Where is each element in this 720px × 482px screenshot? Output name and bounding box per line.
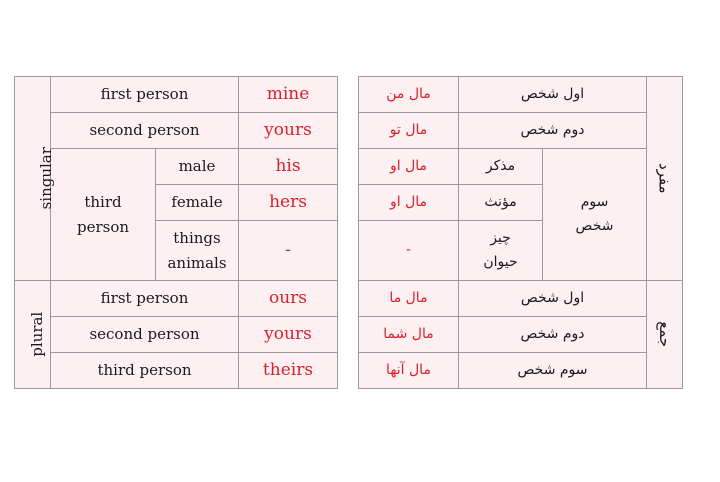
pronoun-hers: hers bbox=[239, 185, 338, 221]
female-label: female bbox=[156, 185, 239, 221]
second-person-plural-label: second person bbox=[51, 317, 239, 353]
fa-female-label: مؤنث bbox=[459, 185, 543, 221]
pronoun-mine: mine bbox=[239, 77, 338, 113]
fa-third-person-plural-label: سوم شخص bbox=[459, 353, 647, 389]
second-person-label: second person bbox=[51, 113, 239, 149]
plural-label: plural bbox=[28, 312, 47, 357]
first-person-plural-label: first person bbox=[51, 281, 239, 317]
pronoun-theirs: theirs bbox=[239, 353, 338, 389]
english-pronoun-table bbox=[14, 76, 338, 389]
pronoun-dash: - bbox=[239, 221, 338, 281]
fa-singular-label: مفرد bbox=[655, 163, 674, 194]
singular-label-cell bbox=[15, 77, 55, 281]
fa-third-person-label: سوم شخص bbox=[543, 149, 647, 281]
first-person-label: first person bbox=[51, 77, 239, 113]
fa-male-label: مذکر bbox=[459, 149, 543, 185]
fa-pronoun-dash: - bbox=[359, 221, 459, 281]
persian-pronoun-table bbox=[358, 76, 683, 389]
pronoun-yours: yours bbox=[239, 113, 338, 149]
fa-pronoun-hers: مال او bbox=[359, 185, 459, 221]
plural-label-cell bbox=[15, 281, 51, 389]
third-person-plural-label: third person bbox=[51, 353, 239, 389]
fa-pronoun-ours: مال ما bbox=[359, 281, 459, 317]
fa-pronoun-yours: مال تو bbox=[359, 113, 459, 149]
pronoun-his: his bbox=[239, 149, 338, 185]
fa-plural-label-cell bbox=[647, 281, 683, 389]
pronoun-yours-plural: yours bbox=[239, 317, 338, 353]
fa-singular-label-cell bbox=[647, 77, 683, 281]
things-animals-label: things animals bbox=[156, 221, 239, 281]
fa-pronoun-mine: مال من bbox=[359, 77, 459, 113]
fa-second-person-label: دوم شخص bbox=[459, 113, 647, 149]
fa-first-person-plural-label: اول شخص bbox=[459, 281, 647, 317]
fa-things-animals-label: چیز حیوان bbox=[459, 221, 543, 281]
fa-pronoun-theirs: مال آنها bbox=[359, 353, 459, 389]
fa-pronoun-his: مال او bbox=[359, 149, 459, 185]
pronoun-ours: ours bbox=[239, 281, 338, 317]
fa-plural-label: جمع bbox=[655, 321, 674, 348]
fa-second-person-plural-label: دوم شخص bbox=[459, 317, 647, 353]
fa-pronoun-yours-plural: مال شما bbox=[359, 317, 459, 353]
fa-first-person-label: اول شخص bbox=[459, 77, 647, 113]
third-person-label: third person bbox=[51, 149, 156, 281]
male-label: male bbox=[156, 149, 239, 185]
singular-label: singular bbox=[36, 147, 55, 210]
